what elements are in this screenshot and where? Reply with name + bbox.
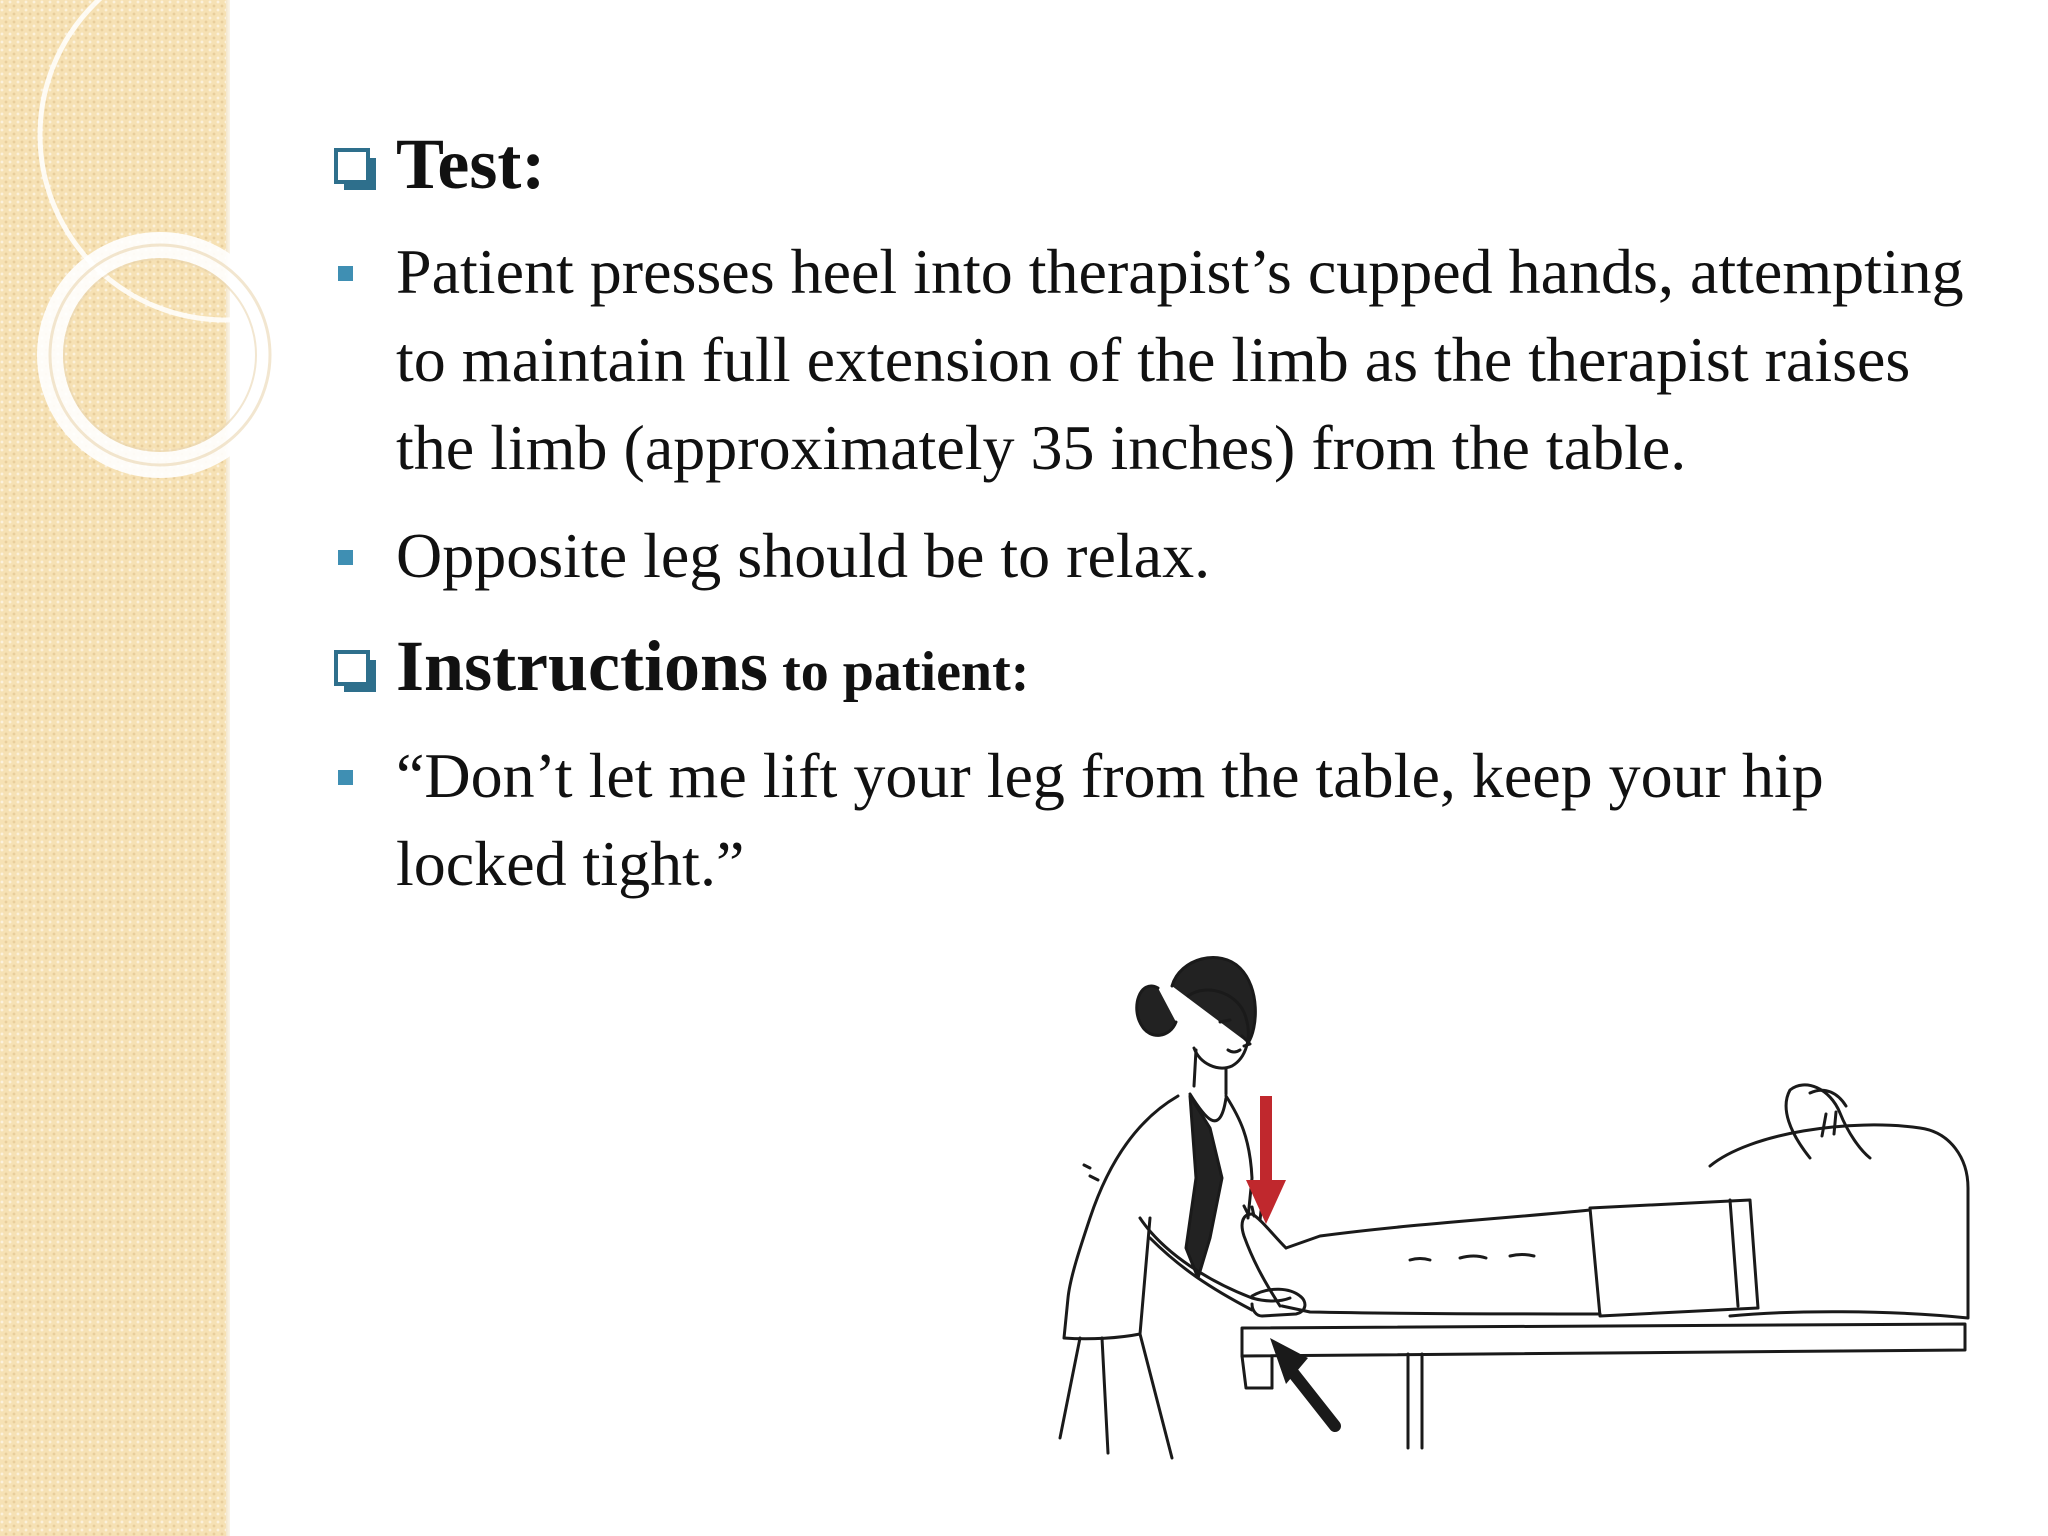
bullet-text: “Don’t let me lift your leg from the table, keep your hip locked tight.” xyxy=(396,740,1824,899)
bullet-item xyxy=(330,228,1970,492)
therapist-hair xyxy=(1137,958,1256,1043)
bullet-text: Opposite leg should be to relax. xyxy=(396,520,1211,591)
square-bullet-icon xyxy=(338,266,353,281)
heading-instructions xyxy=(330,622,1970,710)
hollow-square-checkbox-icon xyxy=(334,650,378,694)
slide-content xyxy=(330,120,1970,908)
hip-extension-test-illustration xyxy=(990,918,1970,1488)
table-top xyxy=(1242,1324,1965,1356)
patient-leg-top xyxy=(1286,1210,1590,1248)
bullet-text: Patient presses heel into therapist’s cupped hands, attempting to maintain full extension of the limb as the therapist raises the limb (approximately 35 inches) from the table. xyxy=(396,236,1964,483)
heading-instructions-main: Instructions xyxy=(396,626,769,706)
hollow-square-checkbox-icon xyxy=(334,148,378,192)
force-arrow-red xyxy=(1246,1096,1286,1224)
table-leg-right xyxy=(1408,1354,1422,1448)
therapist-dark-collar xyxy=(1186,1096,1222,1278)
patient-leg-bottom xyxy=(1282,1306,1600,1314)
heading-test-text: Test: xyxy=(396,124,546,204)
bullet-item xyxy=(330,512,1970,600)
square-bullet-icon xyxy=(338,770,353,785)
therapist-legs xyxy=(1060,1334,1172,1458)
heading-instructions-rest: to patient: xyxy=(768,641,1030,703)
square-bullet-icon xyxy=(338,550,353,565)
heading-test xyxy=(330,120,1970,208)
bullet-item xyxy=(330,732,1970,908)
decorative-rings xyxy=(0,0,360,520)
